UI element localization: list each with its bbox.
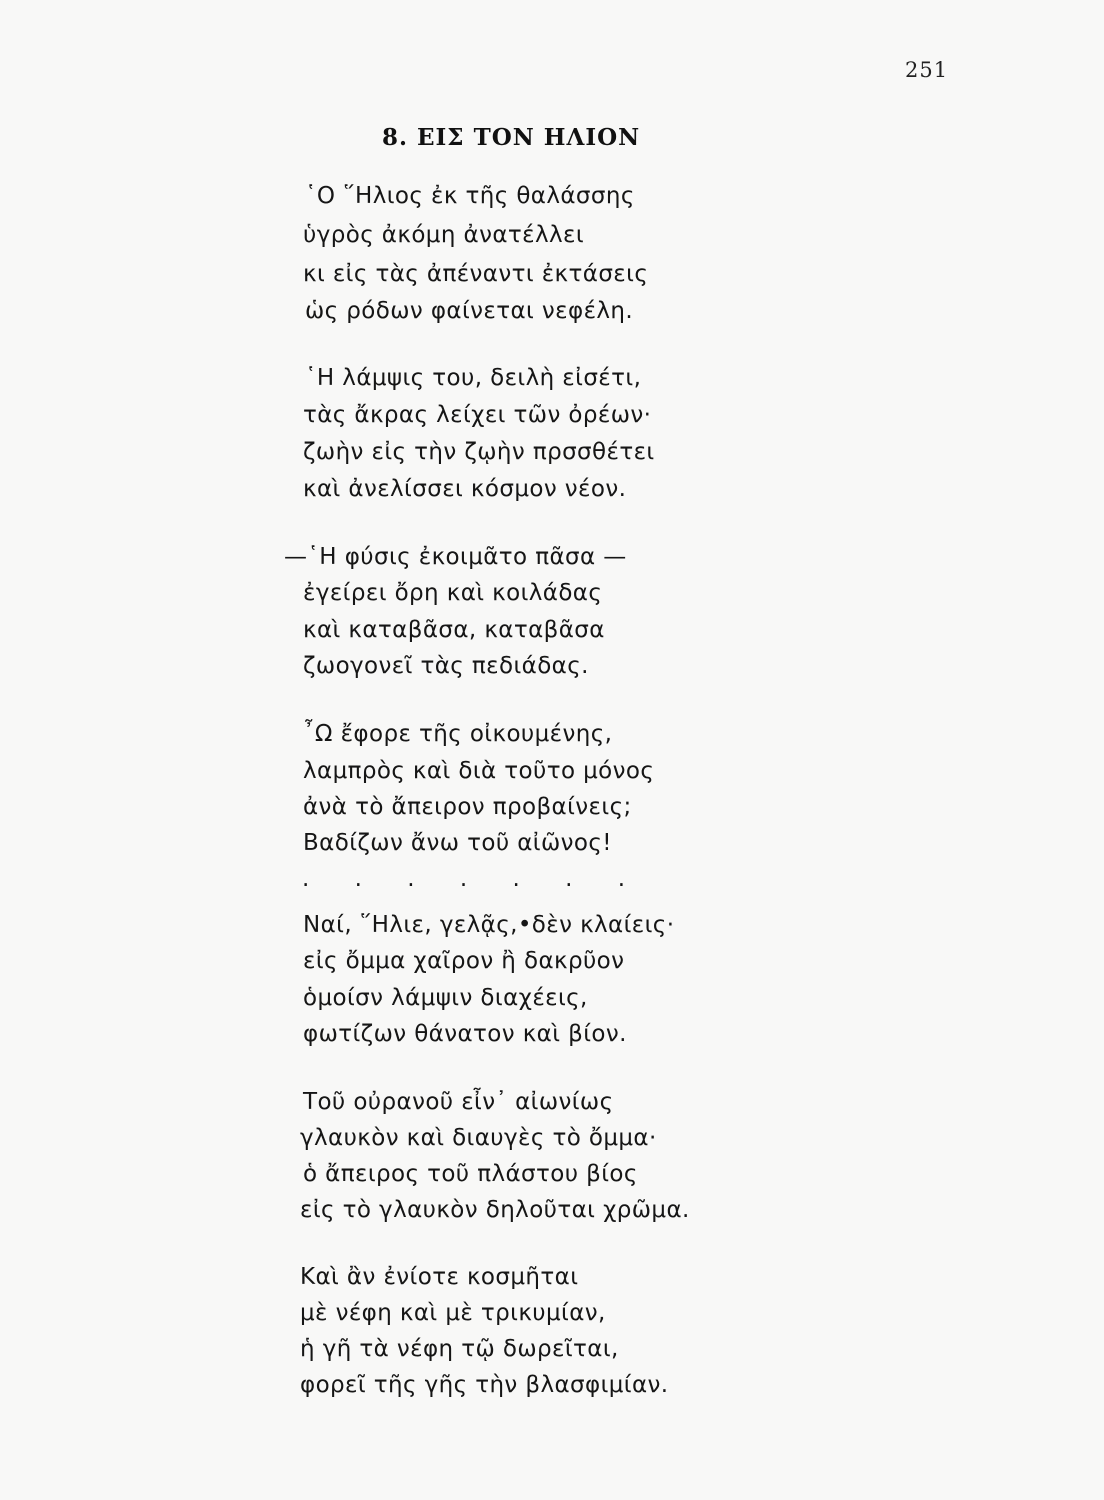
poem-line: εἰς ὄμμα χαῖρον ἢ δακρῦον <box>303 948 625 974</box>
poem-line: τὰς ἄκρας λείχει τῶν ὀρέων· <box>303 402 652 428</box>
poem-line: ἐγείρει ὄρη καὶ κοιλάδας <box>303 580 603 606</box>
poem-line: ζωὴν εἰς τὴν ζῳὴν πρσσθέτει <box>303 439 655 465</box>
page-number: 251 <box>905 58 949 82</box>
poem-line: ἀνὰ τὸ ἄπειρον προβαίνεις; <box>303 794 632 820</box>
poem-line: μὲ νέφη καὶ μὲ τρικυμίαν, <box>300 1300 606 1326</box>
poem-line: Βαδίζων ἄνω τοῦ αἰῶνος! <box>303 830 612 856</box>
poem-line: —῾Η φύσις ἐκοιμᾶτο πᾶσα — <box>284 544 627 570</box>
poem-line: Καὶ ἂν ἐνίοτε κοσμῆται <box>300 1264 579 1290</box>
poem-line: λαμπρὸς καὶ διὰ τοῦτο μόνος <box>303 758 655 784</box>
poem-line: ὁ ἄπειρος τοῦ πλάστου βίος <box>303 1161 638 1187</box>
poem-line: ὑγρὸς ἀκόμη ἀνατέλλει <box>303 222 584 248</box>
poem-line: ζωογονεῖ τὰς πεδιάδας. <box>303 653 589 679</box>
poem-line: ὁμοίσν λάμψιν διαχέεις, <box>303 985 588 1011</box>
poem-line: Τοῦ οὐρανοῦ εἶν᾽ αἰωνίως <box>303 1089 614 1115</box>
poem-line: Ναί, ῞Ηλιε, γελᾷς,•δὲν κλαίεις· <box>303 912 675 938</box>
poem-line: καὶ ἀνελίσσει κόσμον νέον. <box>303 476 627 502</box>
poem-title: 8. ΕΙΣ ΤΟΝ ΗΛΙΟΝ <box>382 124 641 151</box>
poem-line: ὡς ρόδων φαίνεται νεφέλη. <box>305 298 634 324</box>
poem-line: ἡ γῆ τὰ νέφη τῷ δωρεῖται, <box>300 1336 619 1362</box>
poem-line: φορεῖ τῆς γῆς τὴν βλασφιμίαν. <box>300 1372 669 1398</box>
poem-line: φωτίζων θάνατον καὶ βίον. <box>303 1021 627 1047</box>
poem-line: κι εἰς τὰς ἀπέναντι ἐκτάσεις <box>303 261 649 287</box>
poem-line: ῏Ω ἔφορε τῆς οἰκουμένης, <box>303 721 613 747</box>
ellipsis-row: . . . . . . . <box>302 866 626 892</box>
poem-line: ῾Ο ῞Ηλιος ἐκ τῆς θαλάσσης <box>305 183 635 209</box>
poem-line: ῾Η λάμψις του, δειλὴ εἰσέτι, <box>305 365 642 391</box>
poem-line: εἰς τὸ γλαυκὸν δηλοῦται χρῶμα. <box>300 1197 690 1223</box>
poem-line: γλαυκὸν καὶ διαυγὲς τὸ ὄμμα· <box>300 1125 657 1151</box>
poem-line: καὶ καταβᾶσα, καταβᾶσα <box>303 617 605 643</box>
